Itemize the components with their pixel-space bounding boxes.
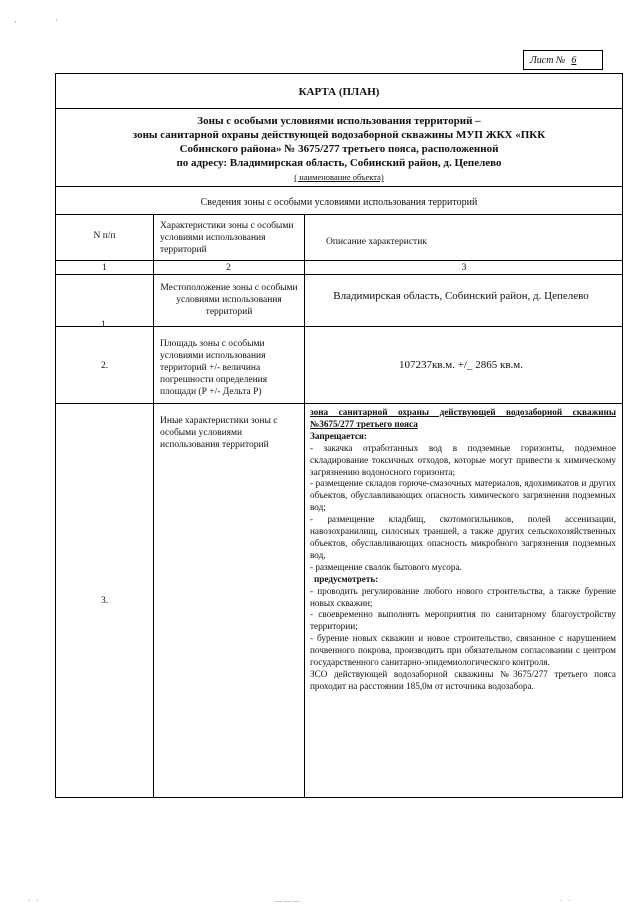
- header-line: зоны санитарной охраны действующей водозаборной скважины МУП ЖКХ «ПКК: [132, 129, 546, 141]
- column-header-description: Описание характеристик: [326, 237, 427, 247]
- scan-artifact: ———: [275, 897, 302, 905]
- divider: [56, 214, 622, 215]
- divider: [56, 403, 622, 404]
- row-characteristic: Местоположение зоны с особыми условиями использования территорий: [160, 283, 298, 317]
- divider: [56, 186, 622, 187]
- sheet-label: Лист №: [530, 54, 566, 66]
- provide-item: - проводить регулирование любого нового строительства, а также бурение новых скважин;: [310, 585, 616, 608]
- row3-description: [310, 407, 616, 693]
- prohibited-item: - размещение кладбищ, скотомогильников, полей ассенизации, навозохранилищ, силосных траншей, а также других сельскохозяйственных объектов, обуславливающих опасность микробного загрязнения подземных вод,: [310, 514, 616, 560]
- header-line: по адресу: Владимирская область, Собинский район, д. Цепелево: [176, 157, 502, 169]
- provide-item: - своевременно выполнять мероприятия по санитарному благоустройству территории;: [310, 609, 616, 632]
- row-characteristic: Иные характеристики зоны с особыми условиями использования территорий: [160, 416, 278, 450]
- prohibited-item: - закачка отработанных вод в подземные горизонты, подземное складирование токсичных отходов, которые могут привести к химическому загрязнению водоносного горизонта;: [310, 442, 616, 477]
- scan-artifact: · ·: [28, 897, 41, 905]
- row-number: 1.: [100, 320, 109, 330]
- column-number: 1: [102, 263, 107, 273]
- zone-heading: зона санитарной охраны действующей водозаборной скважины №3675/277 третьего пояса: [310, 407, 616, 429]
- zone-header: [56, 114, 622, 184]
- object-caption: ( наименование объекта): [294, 172, 384, 182]
- column-number: 3: [461, 263, 467, 273]
- info-title: Сведения зоны с особыми условиями использования территорий: [200, 197, 478, 208]
- divider: [56, 108, 622, 109]
- provide-label: предусмотреть:: [314, 573, 379, 584]
- row-characteristic: Площадь зоны с особыми условиями использования территорий +/- величина погрешности определения площади (Р +/- Дельта Р): [160, 339, 268, 397]
- sheet-number: 6: [571, 54, 577, 66]
- divider: [56, 260, 622, 261]
- scan-artifact: ·: [14, 18, 17, 27]
- row-number: 2.: [100, 361, 109, 371]
- prohibited-item: - размещение складов горюче-смазочных материалов, ядохимикатов и других объектов, обуславливающих опасность химического загрязнения подземных вод;: [310, 478, 616, 513]
- provide-item: - бурение новых скважин и новое строительство, связанное с нарушением почвенного покрова, производить при обязательном согласовании с центром государственного санитарно-эпидемиологического контроля.: [310, 633, 616, 668]
- prohibited-label: Запрещается:: [310, 430, 367, 441]
- column-divider: [153, 214, 154, 798]
- column-number: 2: [226, 263, 231, 273]
- document-frame: [55, 73, 623, 798]
- row-number: 3.: [100, 596, 109, 606]
- row-description: Владимирская область, Собинский район, д. Цепелево: [333, 290, 589, 302]
- scan-artifact: · ·: [560, 897, 573, 905]
- divider: [56, 326, 622, 327]
- scan-artifact: ·: [55, 16, 58, 25]
- prohibited-item: - размещение свалок бытового мусора.: [310, 561, 462, 572]
- header-line: Зоны с особыми условиями использования территорий –: [197, 115, 481, 127]
- row-description: 107237кв.м. +/_ 2865 кв.м.: [398, 359, 523, 371]
- header-line: Собинского района» № 3675/277 третьего пояса, расположенной: [179, 143, 499, 155]
- sheet-number-box: [523, 50, 603, 70]
- column-header-num: N п/п: [93, 231, 116, 241]
- closing-text: ЗСО действующей водозаборной скважины №3675/277 третьего пояса проходит на расстоянии 185,0м от источника водозабора.: [310, 668, 616, 691]
- page-title: КАРТА (ПЛАН): [298, 86, 380, 98]
- divider: [56, 274, 622, 275]
- column-divider: [304, 214, 305, 798]
- column-header-characteristic: Характеристики зоны с особыми условиями использования территорий: [160, 221, 294, 255]
